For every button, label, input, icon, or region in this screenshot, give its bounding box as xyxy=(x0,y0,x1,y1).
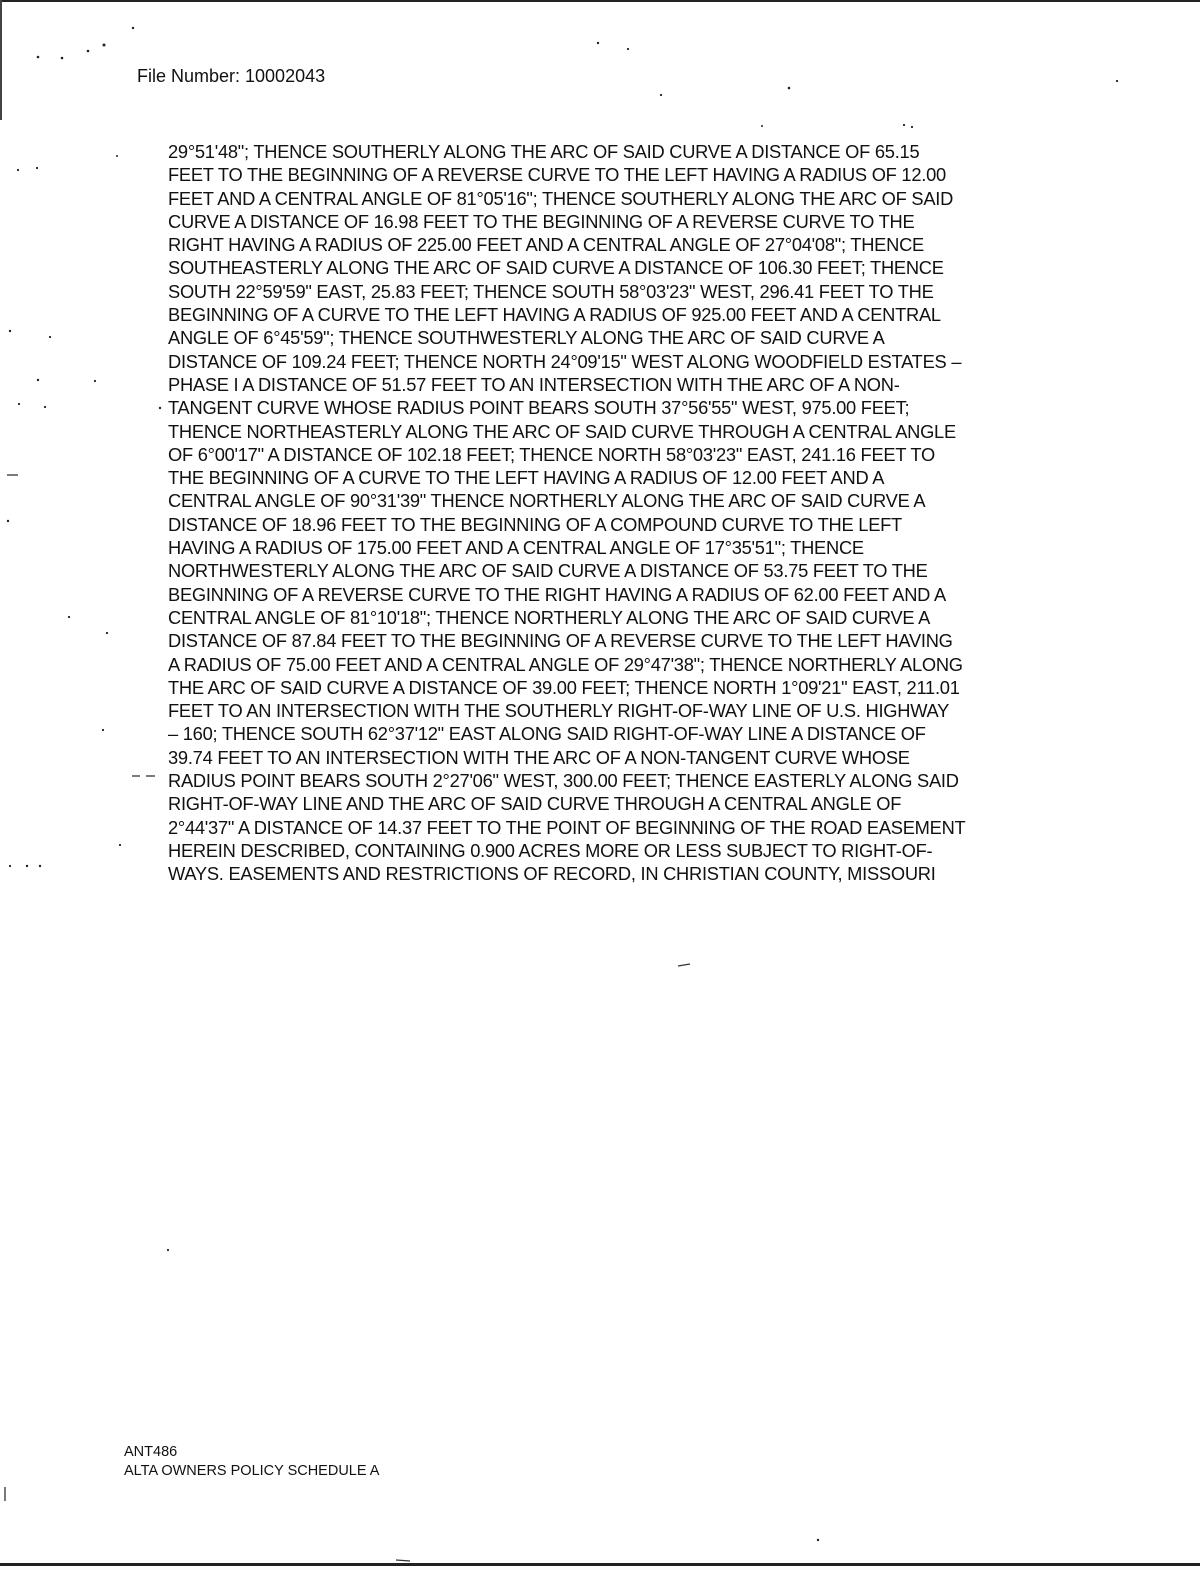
page-footer xyxy=(124,1443,379,1481)
legal-line: NORTHWESTERLY ALONG THE ARC OF SAID CURVE A DISTANCE OF 53.75 FEET TO THE xyxy=(168,560,928,582)
legal-line: RADIUS POINT BEARS SOUTH 2°27'06" WEST, 300.00 FEET; THENCE EASTERLY ALONG SAID xyxy=(168,770,959,792)
form-code: ANT486 xyxy=(124,1444,178,1460)
legal-line: – 160; THENCE SOUTH 62°37'12" EAST ALONG SAID RIGHT-OF-WAY LINE A DISTANCE OF xyxy=(168,723,926,745)
legal-line: SOUTHEASTERLY ALONG THE ARC OF SAID CURVE A DISTANCE OF 106.30 FEET; THENCE xyxy=(168,257,944,279)
legal-line: FEET TO THE BEGINNING OF A REVERSE CURVE TO THE LEFT HAVING A RADIUS OF 12.00 xyxy=(168,164,946,186)
scan-edge-left xyxy=(0,0,2,120)
legal-line: PHASE I A DISTANCE OF 51.57 FEET TO AN INTERSECTION WITH THE ARC OF A NON- xyxy=(168,373,900,395)
legal-line: THENCE NORTHEASTERLY ALONG THE ARC OF SAID CURVE THROUGH A CENTRAL ANGLE xyxy=(168,420,956,442)
legal-line: HAVING A RADIUS OF 175.00 FEET AND A CENTRAL ANGLE OF 17°35'51"; THENCE xyxy=(168,537,864,559)
legal-line: 29°51'48"; THENCE SOUTHERLY ALONG THE ARC OF SAID CURVE A DISTANCE OF 65.15 xyxy=(168,141,920,162)
legal-line: SOUTH 22°59'59" EAST, 25.83 FEET; THENCE SOUTH 58°03'23" WEST, 296.41 FEET TO THE xyxy=(168,280,934,302)
legal-line: RIGHT-OF-WAY LINE AND THE ARC OF SAID CURVE THROUGH A CENTRAL ANGLE OF xyxy=(168,793,902,815)
legal-line: ANGLE OF 6°45'59"; THENCE SOUTHWESTERLY ALONG THE ARC OF SAID CURVE A xyxy=(168,327,885,349)
file-number-label: File Number: 10002043 xyxy=(137,66,326,86)
form-title: ALTA OWNERS POLICY SCHEDULE A xyxy=(124,1463,380,1479)
scan-edge-top xyxy=(0,0,1200,2)
legal-line: FEET TO AN INTERSECTION WITH THE SOUTHERLY RIGHT-OF-WAY LINE OF U.S. HIGHWAY xyxy=(168,700,950,722)
legal-line: CENTRAL ANGLE OF 90°31'39" THENCE NORTHERLY ALONG THE ARC OF SAID CURVE A xyxy=(168,490,926,512)
legal-line: THE ARC OF SAID CURVE A DISTANCE OF 39.00 FEET; THENCE NORTH 1°09'21" EAST, 211.01 xyxy=(168,676,960,698)
legal-line: THE BEGINNING OF A CURVE TO THE LEFT HAVING A RADIUS OF 12.00 FEET AND A xyxy=(168,467,885,489)
legal-line: DISTANCE OF 18.96 FEET TO THE BEGINNING OF A COMPOUND CURVE TO THE LEFT xyxy=(168,513,902,535)
legal-description xyxy=(168,140,1068,886)
legal-line: CURVE A DISTANCE OF 16.98 FEET TO THE BEGINNING OF A REVERSE CURVE TO THE xyxy=(168,210,915,232)
legal-line: WAYS. EASEMENTS AND RESTRICTIONS OF RECORD, IN CHRISTIAN COUNTY, MISSOURI xyxy=(168,863,936,885)
legal-line: HEREIN DESCRIBED, CONTAINING 0.900 ACRES MORE OR LESS SUBJECT TO RIGHT-OF- xyxy=(168,839,933,861)
scan-edge-bottom xyxy=(0,1563,1200,1566)
legal-line: A RADIUS OF 75.00 FEET AND A CENTRAL ANGLE OF 29°47'38"; THENCE NORTHERLY ALONG xyxy=(168,653,963,675)
legal-line: TANGENT CURVE WHOSE RADIUS POINT BEARS SOUTH 37°56'55" WEST, 975.00 FEET; xyxy=(168,397,910,419)
legal-line: DISTANCE OF 109.24 FEET; THENCE NORTH 24°09'15" WEST ALONG WOODFIELD ESTATES – xyxy=(168,350,962,372)
legal-line: RIGHT HAVING A RADIUS OF 225.00 FEET AND A CENTRAL ANGLE OF 27°04'08"; THENCE xyxy=(168,234,924,256)
legal-line: FEET AND A CENTRAL ANGLE OF 81°05'16"; THENCE SOUTHERLY ALONG THE ARC OF SAID xyxy=(168,187,954,209)
legal-line: BEGINNING OF A CURVE TO THE LEFT HAVING A RADIUS OF 925.00 FEET AND A CENTRAL xyxy=(168,304,941,326)
legal-line: 2°44'37" A DISTANCE OF 14.37 FEET TO THE POINT OF BEGINNING OF THE ROAD EASEMENT xyxy=(168,816,966,838)
legal-line: OF 6°00'17" A DISTANCE OF 102.18 FEET; THENCE NORTH 58°03'23" EAST, 241.16 FEET TO xyxy=(168,443,935,465)
legal-line: 39.74 FEET TO AN INTERSECTION WITH THE ARC OF A NON-TANGENT CURVE WHOSE xyxy=(168,746,910,768)
legal-line: DISTANCE OF 87.84 FEET TO THE BEGINNING OF A REVERSE CURVE TO THE LEFT HAVING xyxy=(168,630,953,652)
legal-line: CENTRAL ANGLE OF 81°10'18"; THENCE NORTHERLY ALONG THE ARC OF SAID CURVE A xyxy=(168,606,931,628)
legal-line: BEGINNING OF A REVERSE CURVE TO THE RIGHT HAVING A RADIUS OF 62.00 FEET AND A xyxy=(168,583,946,605)
